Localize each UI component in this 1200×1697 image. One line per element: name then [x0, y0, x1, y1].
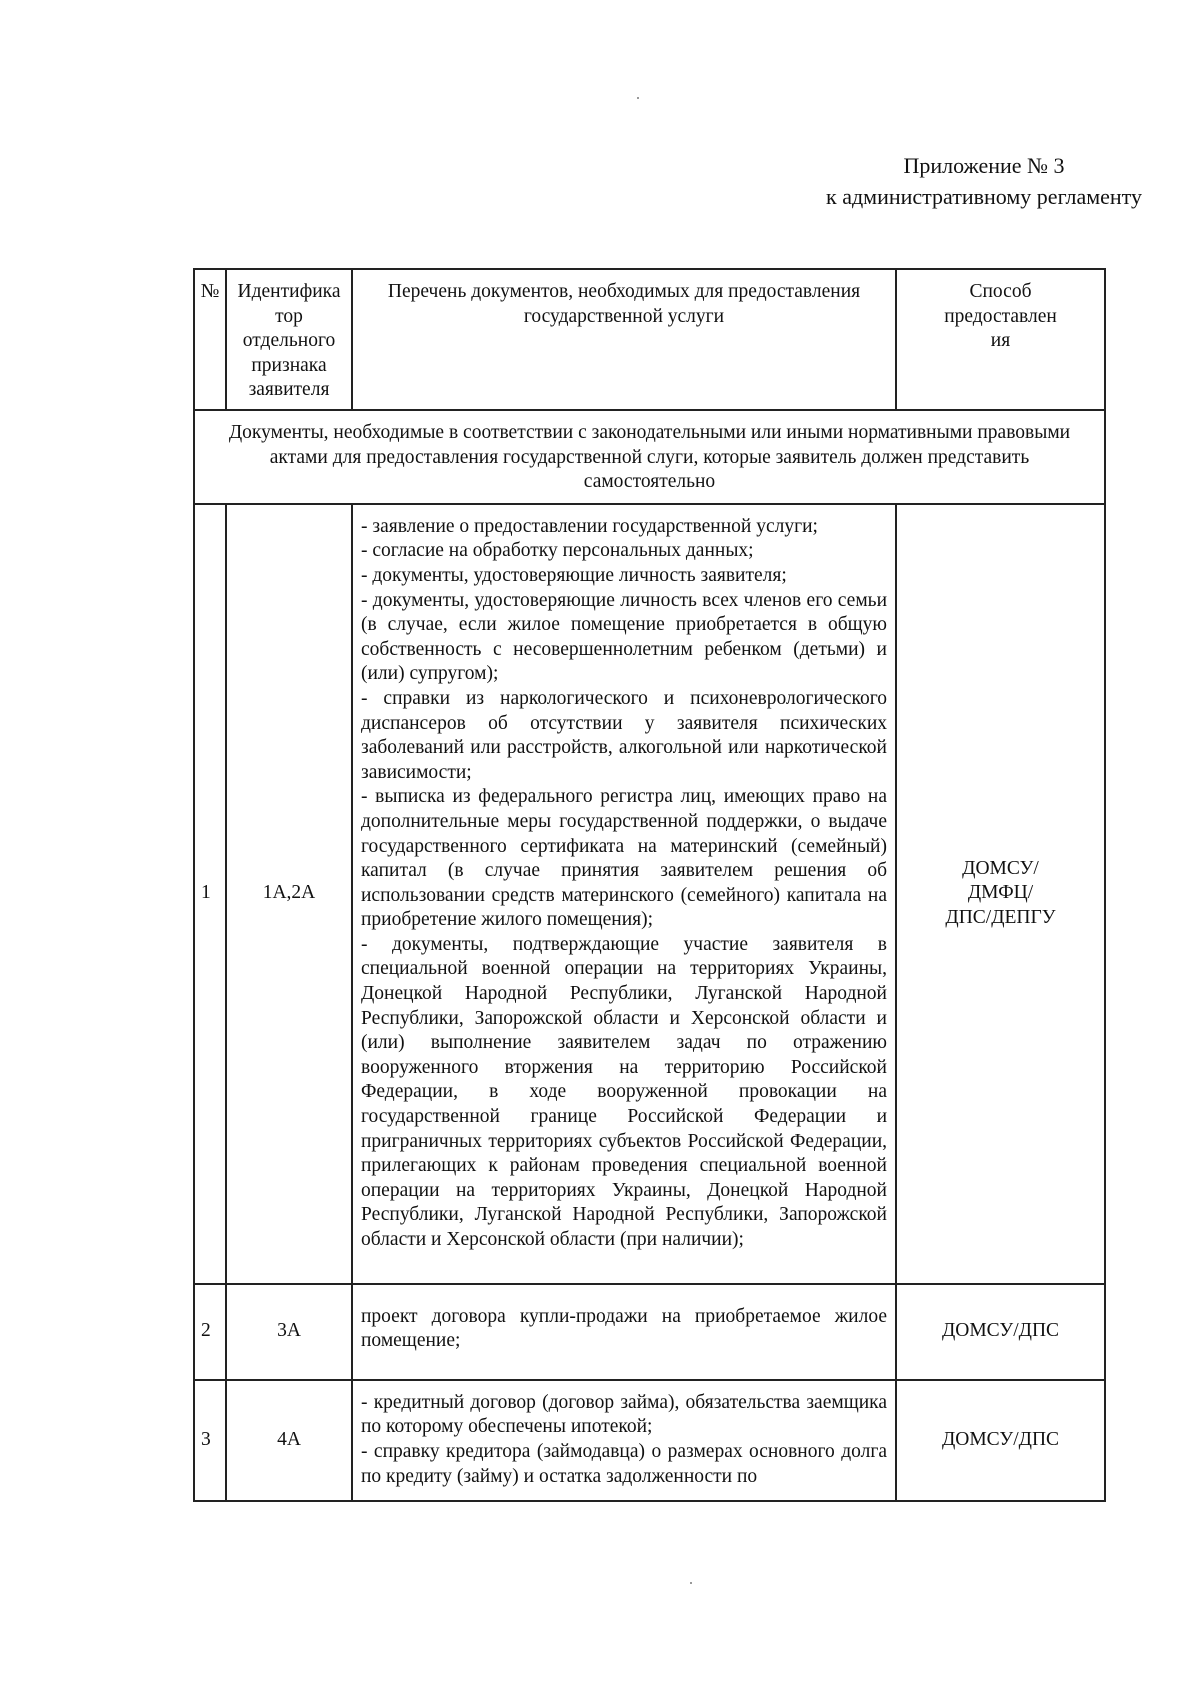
row-number: 3: [194, 1380, 226, 1501]
document-item: - заявление о предоставлении государственной услуги;: [361, 515, 818, 537]
table-row: [194, 504, 1105, 1284]
row-identifier: 3А: [226, 1284, 352, 1380]
row-number: 2: [194, 1284, 226, 1380]
document-item: - документы, удостоверяющие личность всех членов его семьи (в случае, если жилое помещение приобретается в общую собственность с несовершеннолетним ребенком (детьми) и (или) супругом);: [361, 589, 887, 685]
header-documents: Перечень документов, необходимых для предоставления государственной услуги: [352, 269, 896, 410]
table-header-row: [194, 269, 1105, 410]
documents-table: [193, 268, 1106, 1502]
appendix-reference: к административному регламенту: [826, 184, 1142, 209]
table-row: [194, 1380, 1105, 1501]
header-method: Способ предоставлен ия: [896, 269, 1105, 410]
row-method: ДОМСУ/ДПС: [896, 1380, 1105, 1501]
appendix-header: [826, 150, 1142, 212]
document-item: - документы, подтверждающие участие заявителя в специальной военной операции на территориях Украины, Донецкой Народной Республики, Луганской Народной Республики, Запорожской области и Херсонской области и (или) выполнение заявителем задач по отражению вооруженного вторжения на территорию Российской Федерации, в ходе вооруженной провокации на государственной границе Российской Федерации и приграничных территориях субъектов Российской Федерации, прилегающих к районам проведения специальной военной операции на территориях Украины, Донецкой Народной Республики, Луганской Народной Республики, Запорожской области и Херсонской области (при наличии);: [361, 933, 887, 1250]
row-identifier: 4А: [226, 1380, 352, 1501]
scan-speck-bottom: [690, 1582, 692, 1584]
document-item: - согласие на обработку персональных данных;: [361, 540, 754, 562]
row-documents: [352, 1284, 896, 1380]
row-number: 1: [194, 504, 226, 1284]
document-item: - документы, удостоверяющие личность заявителя;: [361, 564, 787, 586]
section-title: Документы, необходимые в соответствии с законодательными или иными нормативными правовыми актами для предоставления государственной слуги, которые заявитель должен представить самостоятельно: [194, 410, 1105, 504]
document-item: проект договора купли-продажи на приобретаемое жилое помещение;: [361, 1305, 887, 1352]
row-method: ДОМСУ/ДПС: [896, 1284, 1105, 1380]
row-identifier: 1А,2А: [226, 504, 352, 1284]
section-row: [194, 410, 1105, 504]
scan-speck-top: [637, 97, 639, 99]
appendix-number: Приложение № 3: [903, 153, 1065, 178]
document-item: - справки из наркологического и психоневрологического диспансеров об отсутствии у заявителя психических заболеваний или расстройств, алкогольной или наркотической зависимости;: [361, 687, 887, 783]
header-identifier: Идентифика тор отдельного признака заявителя: [226, 269, 352, 410]
row-method: ДОМСУ/ ДМФЦ/ ДПС/ДЕПГУ: [896, 504, 1105, 1284]
row-documents: [352, 504, 896, 1284]
row-documents: [352, 1380, 896, 1501]
header-number: №: [194, 269, 226, 410]
document-item: - выписка из федерального регистра лиц, имеющих право на дополнительные меры государственной поддержки, о выдаче государственного сертификата на материнский (семейный) капитал (в случае принятия заявителем решения об использовании средств материнского (семейного) капитала на приобретение жилого помещения);: [361, 786, 887, 931]
document-item: - справку кредитора (займодавца) о размерах основного долга по кредиту (займу) и остатка задолженности по: [361, 1440, 887, 1487]
table-row: [194, 1284, 1105, 1380]
document-item: - кредитный договор (договор займа), обязательства заемщика по которому обеспечены ипотекой;: [361, 1391, 887, 1438]
